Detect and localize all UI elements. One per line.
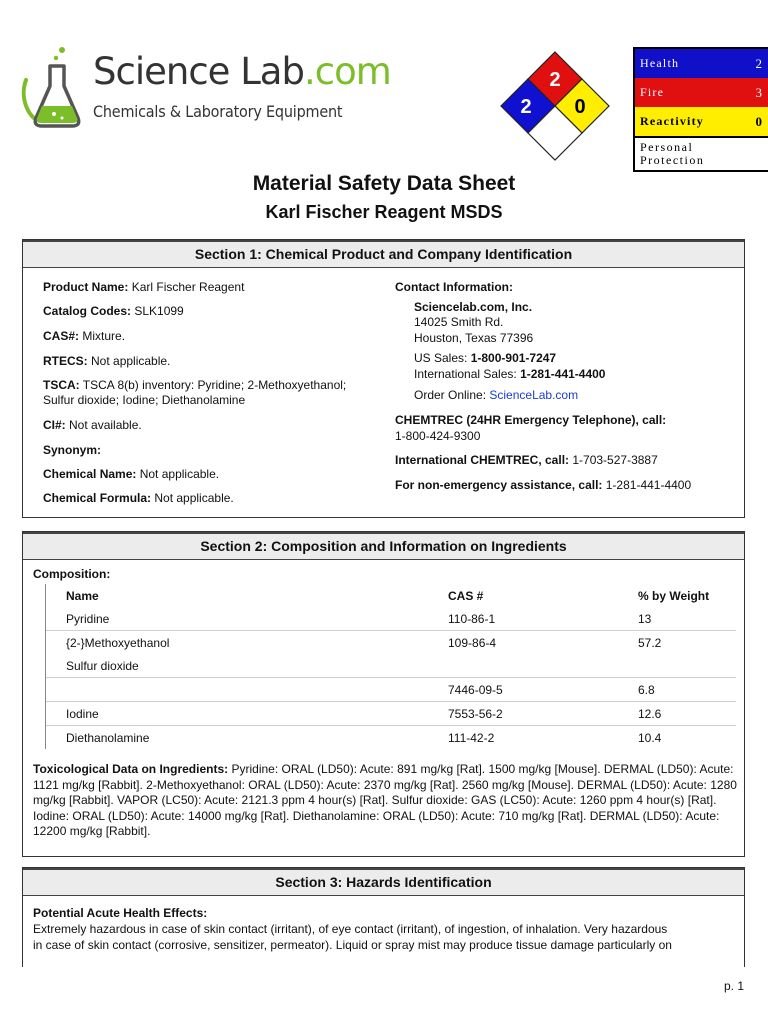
cell-name: Sulfur dioxide [66, 659, 139, 673]
cell-weight: 6.8 [638, 683, 655, 697]
page-number: p. 1 [724, 979, 745, 993]
us-sales: US Sales: 1-800-901-7247 [414, 351, 557, 365]
cell-weight: 13 [638, 612, 652, 626]
table-row [46, 726, 736, 749]
column-header-cas: CAS # [448, 589, 484, 603]
hmis-reactivity-label: Reactivity [640, 114, 704, 128]
logo-wordmark: Science Lab.com [93, 50, 391, 93]
cell-weight: 57.2 [638, 636, 662, 650]
cell-name: Iodine [66, 707, 99, 721]
table-header-row [46, 584, 736, 607]
cell-cas: 7553-56-2 [448, 707, 503, 721]
address-line2: Houston, Texas 77396 [414, 331, 534, 345]
cell-name: {2-}Methoxyethanol [66, 636, 170, 650]
toxicological-data: Toxicological Data on Ingredients: Pyridine: ORAL (LD50): Acute: 891 mg/kg [Rat]. 1500 mg/kg [Mouse]. DERMAL (LD50): Acute: 1121 mg/kg [Rabbit]. 2-Methoxyethanol: ORAL (LD50): Acute: 2370 mg/kg [Rat]. 2560 mg/kg [Mouse]. DERMAL (LD50): Acute: 1280 mg/kg [Rabbit]. VAPOR (LC50): Acute: 2121.3 ppm 4 hour(s) [Rat]. Sulfur dioxide: GAS (LC50): Acute: 1260 ppm 4 hour(s) [Rat]. Iodine: ORAL (LD50): Acute: 14000 mg/kg [Rat]. Diethanolamine: ORAL (LD50): Acute: 710 mg/kg [Rat]. DERMAL (LD50): Acute: 12200 mg/kg [Rabbit]. [33, 762, 737, 838]
column-header-name: Name [66, 589, 99, 603]
nfpa-fire-value: 2 [549, 69, 561, 91]
section-2-header: Section 2: Composition and Information on Ingredients [23, 532, 744, 560]
logo-tagline: Chemicals & Laboratory Equipment [93, 102, 343, 121]
hmis-pp-line2: Protection [640, 153, 705, 167]
acute-effects-line1: Extremely hazardous in case of skin contact (irritant), of eye contact (irritant), of ingestion, of inhalation. Very hazardous [33, 922, 668, 936]
document-subtitle: Karl Fischer Reagent MSDS [265, 202, 503, 222]
cell-cas: 7446-09-5 [448, 683, 503, 697]
order-online: Order Online: ScienceLab.com [414, 388, 579, 402]
table-row [46, 678, 736, 702]
chemtrec-label: CHEMTREC (24HR Emergency Telephone), call: [395, 413, 667, 427]
nfpa-diamond [500, 50, 610, 165]
nfpa-reactivity-value: 0 [574, 96, 586, 118]
hmis-label [633, 47, 768, 172]
hmis-health-label: Health [640, 56, 680, 70]
section-1-header: Section 1: Chemical Product and Company Identification [23, 240, 744, 268]
cell-weight: 10.4 [638, 731, 662, 745]
address-line1: 14025 Smith Rd. [414, 315, 504, 329]
sciencelab-logo [20, 44, 391, 134]
chemical-name: Chemical Name: Not applicable. [43, 467, 220, 481]
product-name: Product Name: Karl Fischer Reagent [43, 280, 245, 294]
composition-label: Composition: [33, 567, 111, 581]
table-row [46, 654, 736, 678]
catalog-codes: Catalog Codes: SLK1099 [43, 304, 184, 318]
non-emergency: For non-emergency assistance, call: 1-281-441-4400 [395, 478, 692, 492]
acute-effects-line2: in case of skin contact (corrosive, sensitizer, permeator). Liquid or spray mist may produce tissue damage particularly on [33, 938, 672, 952]
ci-number: CI#: Not available. [43, 418, 142, 432]
column-header-weight: % by Weight [638, 589, 710, 603]
table-row [46, 702, 736, 726]
hmis-fire-value: 3 [755, 84, 762, 100]
sciencelab-link[interactable]: ScienceLab.com [489, 388, 579, 402]
hmis-fire-row [635, 78, 768, 107]
hmis-personal-protection [635, 136, 768, 170]
company-name: Sciencelab.com, Inc. [414, 300, 533, 314]
section-2 [22, 531, 745, 857]
hmis-health-value: 2 [755, 55, 762, 71]
section-3 [22, 867, 745, 967]
synonym: Synonym: [43, 443, 102, 457]
hmis-pp-line1: Personal [640, 140, 694, 154]
cell-cas: 111-42-2 [448, 731, 495, 745]
chemical-formula: Chemical Formula: Not applicable. [43, 491, 234, 505]
section-1 [22, 239, 745, 518]
cas-number: CAS#: Mixture. [43, 329, 126, 343]
hmis-reactivity-row [635, 107, 768, 136]
contact-info-label: Contact Information: [395, 280, 513, 294]
chemtrec-phone: 1-800-424-9300 [395, 429, 481, 443]
table-row [46, 631, 736, 654]
hmis-health-row [635, 49, 768, 78]
rtecs: RTECS: Not applicable. [43, 354, 171, 368]
composition-table [45, 584, 736, 749]
hmis-fire-label: Fire [640, 85, 665, 99]
cell-cas: 109-86-4 [448, 636, 497, 650]
cell-cas: 110-86-1 [448, 612, 496, 626]
section-3-header: Section 3: Hazards Identification [23, 868, 744, 896]
cell-weight: 12.6 [638, 707, 662, 721]
tsca: TSCA: TSCA 8(b) inventory: Pyridine; 2-Methoxyethanol; Sulfur dioxide; Iodine; Diethanolamine [43, 378, 347, 407]
international-sales: International Sales: 1-281-441-4400 [414, 367, 606, 381]
hmis-reactivity-value: 0 [755, 113, 762, 129]
flask-icon [20, 44, 92, 134]
acute-effects-label: Potential Acute Health Effects: [33, 906, 208, 920]
table-row [46, 607, 736, 631]
intl-chemtrec: International CHEMTREC, call: 1-703-527-3887 [395, 453, 658, 467]
cell-name: Pyridine [66, 612, 110, 626]
nfpa-health-value: 2 [520, 96, 532, 118]
cell-name: Diethanolamine [66, 731, 150, 745]
document-title: Material Safety Data Sheet [252, 172, 516, 195]
